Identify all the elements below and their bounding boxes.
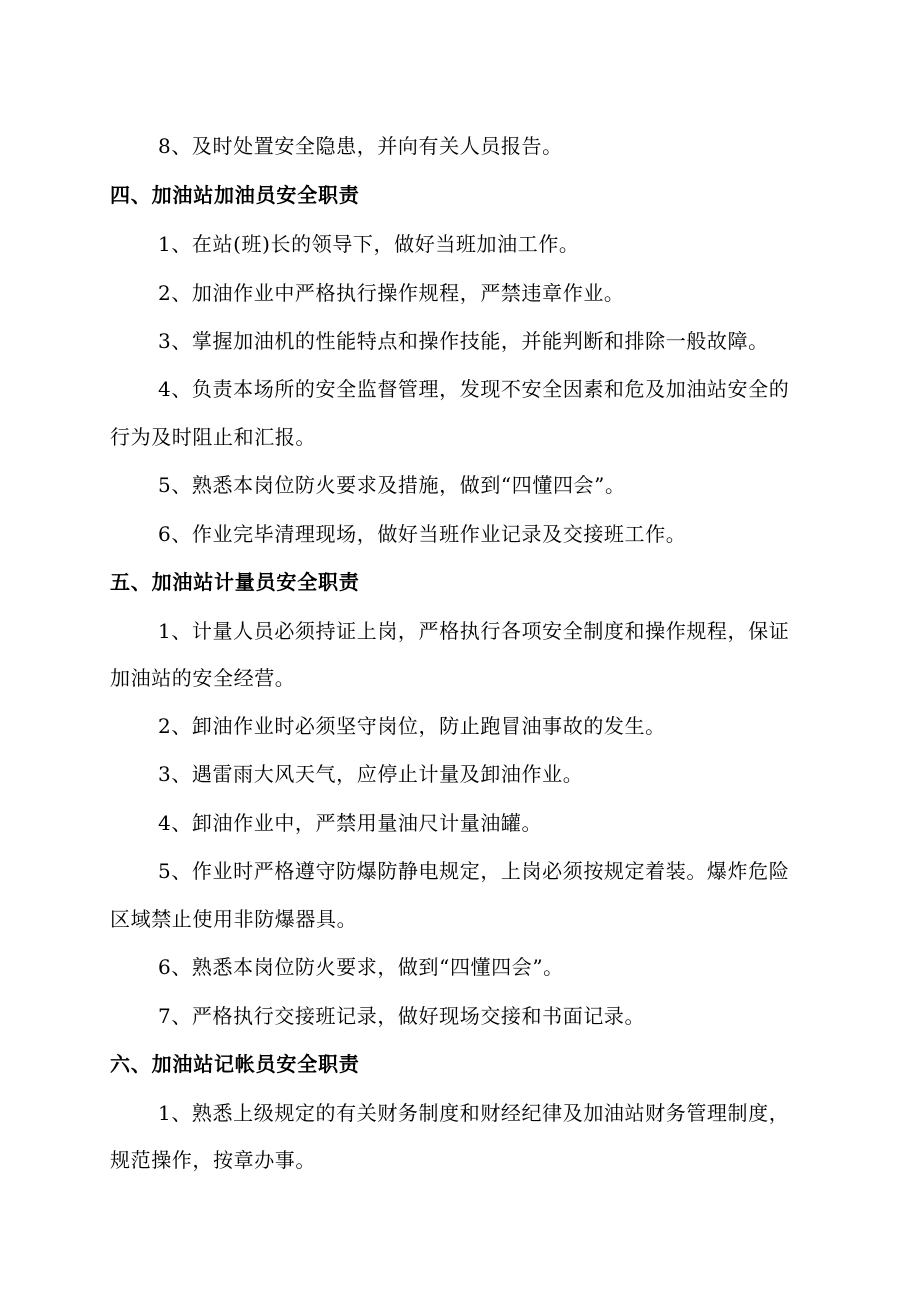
paragraph-line: 1、在站(班)长的领导下，做好当班加油工作。: [158, 232, 580, 256]
paragraph-line: 5、熟悉本岗位防火要求及措施，做到“四懂四会”。: [158, 473, 626, 497]
paragraph-line: 1、计量人员必须持证上岗，严格执行各项安全制度和操作规程，保证: [158, 619, 790, 643]
paragraph-line: 5、作业时严格遵守防爆防静电规定，上岗必须按规定着装。爆炸危险: [158, 859, 790, 883]
paragraph-line: 4、卸油作业中，严禁用量油尺计量油罐。: [158, 811, 543, 835]
paragraph-line: 1、熟悉上级规定的有关财务制度和财经纪律及加油站财务管理制度，: [158, 1101, 790, 1125]
paragraph-line: 8、及时处置安全隐患，并向有关人员报告。: [158, 134, 563, 158]
paragraph-line: 7、严格执行交接班记录，做好现场交接和书面记录。: [158, 1004, 646, 1028]
paragraph-line: 4、负责本场所的安全监督管理，发现不安全因素和危及加油站安全的: [158, 377, 790, 401]
paragraph-line: 3、掌握加油机的性能特点和操作技能，并能判断和排除一般故障。: [158, 329, 769, 353]
section-heading: 六、加油站记帐员安全职责: [110, 1052, 360, 1076]
paragraph-line: 6、作业完毕清理现场，做好当班作业记录及交接班工作。: [158, 522, 687, 546]
section-heading: 四、加油站加油员安全职责: [110, 183, 360, 207]
section-heading: 五、加油站计量员安全职责: [110, 570, 360, 594]
paragraph-line: 2、卸油作业时必须坚守岗位，防止跑冒油事故的发生。: [158, 714, 666, 738]
paragraph-line: 2、加油作业中严格执行操作规程，严禁违章作业。: [158, 281, 625, 305]
paragraph-line: 3、遇雷雨大风天气，应停止计量及卸油作业。: [158, 762, 584, 786]
paragraph-line: 6、熟悉本岗位防火要求，做到“四懂四会”。: [158, 955, 564, 979]
paragraph-continuation: 加油站的安全经营。: [110, 666, 296, 690]
paragraph-continuation: 行为及时阻止和汇报。: [110, 425, 316, 449]
paragraph-continuation: 区域禁止使用非防爆器具。: [110, 907, 358, 931]
paragraph-continuation: 规范操作，按章办事。: [110, 1148, 316, 1172]
